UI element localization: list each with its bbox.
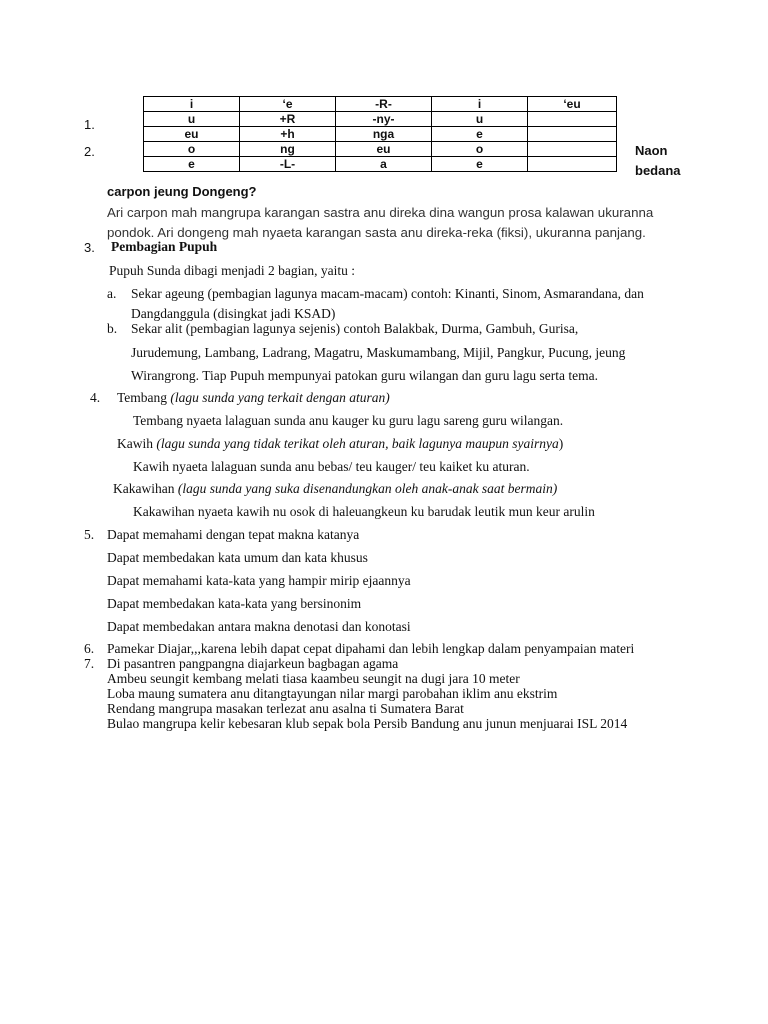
- kakawihan-term: Kakawihan: [113, 481, 175, 496]
- table-row: [144, 112, 617, 127]
- table-row: [144, 97, 617, 112]
- q2-bedana: bedana: [635, 163, 681, 178]
- q5-line: Dapat memahami kata-kata yang hampir mirip ejaannya: [107, 573, 411, 588]
- q5-line: Dapat membedakan antara makna denotasi dan konotasi: [107, 619, 411, 634]
- q3-b-line2: Jurudemung, Lambang, Ladrang, Magatru, Maskumambang, Mijil, Pangkur, Pucung, jeung: [131, 345, 626, 360]
- q4-number: 4.: [90, 390, 101, 405]
- table-cell: [528, 142, 617, 157]
- q6-number: 6.: [84, 641, 95, 656]
- tembang-definition: Tembang nyaeta lalaguan sunda anu kauger ku guru lagu sareng guru wilangan.: [133, 413, 564, 428]
- tembang-term: Tembang: [117, 390, 168, 405]
- table-cell: [528, 127, 617, 142]
- q3-b-line1: Sekar alit (pembagian lagunya sejenis) contoh Balakbak, Durma, Gambuh, Gurisa,: [131, 321, 579, 336]
- q7-line: Ambeu seungit kembang melati tiasa kaambeu seungit na dugi jara 10 meter: [107, 671, 520, 686]
- q5-number: 5.: [84, 527, 95, 542]
- q4-kawih: [117, 436, 563, 452]
- kawih-close: ): [558, 436, 564, 451]
- table-cell: [528, 112, 617, 127]
- table-cell: +h: [240, 127, 336, 142]
- q4-kakawihan: [113, 481, 557, 497]
- q5-line: Dapat membedakan kata-kata yang bersinonim: [107, 596, 362, 611]
- table-cell: +R: [240, 112, 336, 127]
- q2-naon: Naon: [635, 143, 668, 158]
- table-cell: -R-: [336, 97, 432, 112]
- table-cell: eu: [144, 127, 240, 142]
- table-row: [144, 127, 617, 142]
- table-cell: e: [432, 127, 528, 142]
- kawih-note: (lagu sunda yang tidak terikat oleh aturan, baik lagunya maupun syairnya: [156, 436, 559, 451]
- table-cell: e: [432, 157, 528, 172]
- table-cell: nga: [336, 127, 432, 142]
- table-cell: i: [144, 97, 240, 112]
- q3-intro: Pupuh Sunda dibagi menjadi 2 bagian, yaitu :: [109, 263, 355, 278]
- q5-line: Dapat memahami dengan tepat makna katanya: [107, 527, 360, 542]
- q3-a-line2: Dangdanggula (disingkat jadi KSAD): [131, 306, 336, 321]
- table-row: [144, 142, 617, 157]
- q3-a-label: a.: [107, 286, 117, 301]
- tembang-note: (lagu sunda yang terkait dengan aturan): [170, 390, 390, 405]
- q2-answer-line1: Ari carpon mah mangrupa karangan sastra anu direka dina wangun prosa kalawan ukuranna: [107, 205, 654, 220]
- q3-number: 3.: [84, 240, 95, 255]
- q2-answer-line2: pondok. Ari dongeng mah nyaeta karangan sasta anu direka-reka (fiksi), ukuranna panjang.: [107, 225, 646, 240]
- table-row: [144, 157, 617, 172]
- kakawihan-note: (lagu sunda yang suka disenandungkan oleh anak-anak saat bermain): [177, 481, 558, 496]
- table-cell: e: [144, 157, 240, 172]
- q4-tembang: [117, 390, 390, 406]
- table-cell: eu: [336, 142, 432, 157]
- table-cell: ‘e: [240, 97, 336, 112]
- kawih-term: Kawih: [117, 436, 153, 451]
- q7-line: Rendang mangrupa masakan terlezat anu asalna ti Sumatera Barat: [107, 701, 464, 716]
- q2-question: carpon jeung Dongeng?: [107, 184, 257, 199]
- table-cell: u: [144, 112, 240, 127]
- kawih-definition: Kawih nyaeta lalaguan sunda anu bebas/ teu kauger/ teu kaiket ku aturan.: [133, 459, 530, 474]
- table-cell: -ny-: [336, 112, 432, 127]
- table-cell: [528, 157, 617, 172]
- table-cell: i: [432, 97, 528, 112]
- q1-number: 1.: [84, 117, 95, 132]
- vowel-table: [143, 96, 617, 172]
- q7-line: Loba maung sumatera anu ditangtayungan nilar margi parobahan iklim anu ekstrim: [107, 686, 558, 701]
- q2-number: 2.: [84, 144, 95, 159]
- q3-a-line1: Sekar ageung (pembagian lagunya macam-macam) contoh: Kinanti, Sinom, Asmarandana, dan: [131, 286, 644, 301]
- kakawihan-definition: Kakawihan nyaeta kawih nu osok di haleuangkeun ku barudak leutik mun keur arulin: [133, 504, 595, 519]
- table-cell: a: [336, 157, 432, 172]
- table-cell: ‘eu: [528, 97, 617, 112]
- q3-b-label: b.: [107, 321, 118, 336]
- q3-b-line3: Wirangrong. Tiap Pupuh mempunyai patokan guru wilangan dan guru lagu serta tema.: [131, 368, 598, 383]
- table-cell: u: [432, 112, 528, 127]
- q7-line: Bulao mangrupa kelir kebesaran klub sepak bola Persib Bandung anu junun menjuarai ISL 2014: [107, 716, 628, 731]
- q5-line: Dapat membedakan kata umum dan kata khusus: [107, 550, 368, 565]
- q7-number: 7.: [84, 656, 95, 671]
- q6-text: Pamekar Diajar,,,karena lebih dapat cepat dipahami dan lebih lengkap dalam penyampaian materi: [107, 641, 635, 656]
- table-cell: o: [144, 142, 240, 157]
- q3-heading: Pembagian Pupuh: [111, 239, 218, 254]
- q7-line: Di pasantren pangpangna diajarkeun bagbagan agama: [107, 656, 399, 671]
- table-cell: -L-: [240, 157, 336, 172]
- table-cell: o: [432, 142, 528, 157]
- table-cell: ng: [240, 142, 336, 157]
